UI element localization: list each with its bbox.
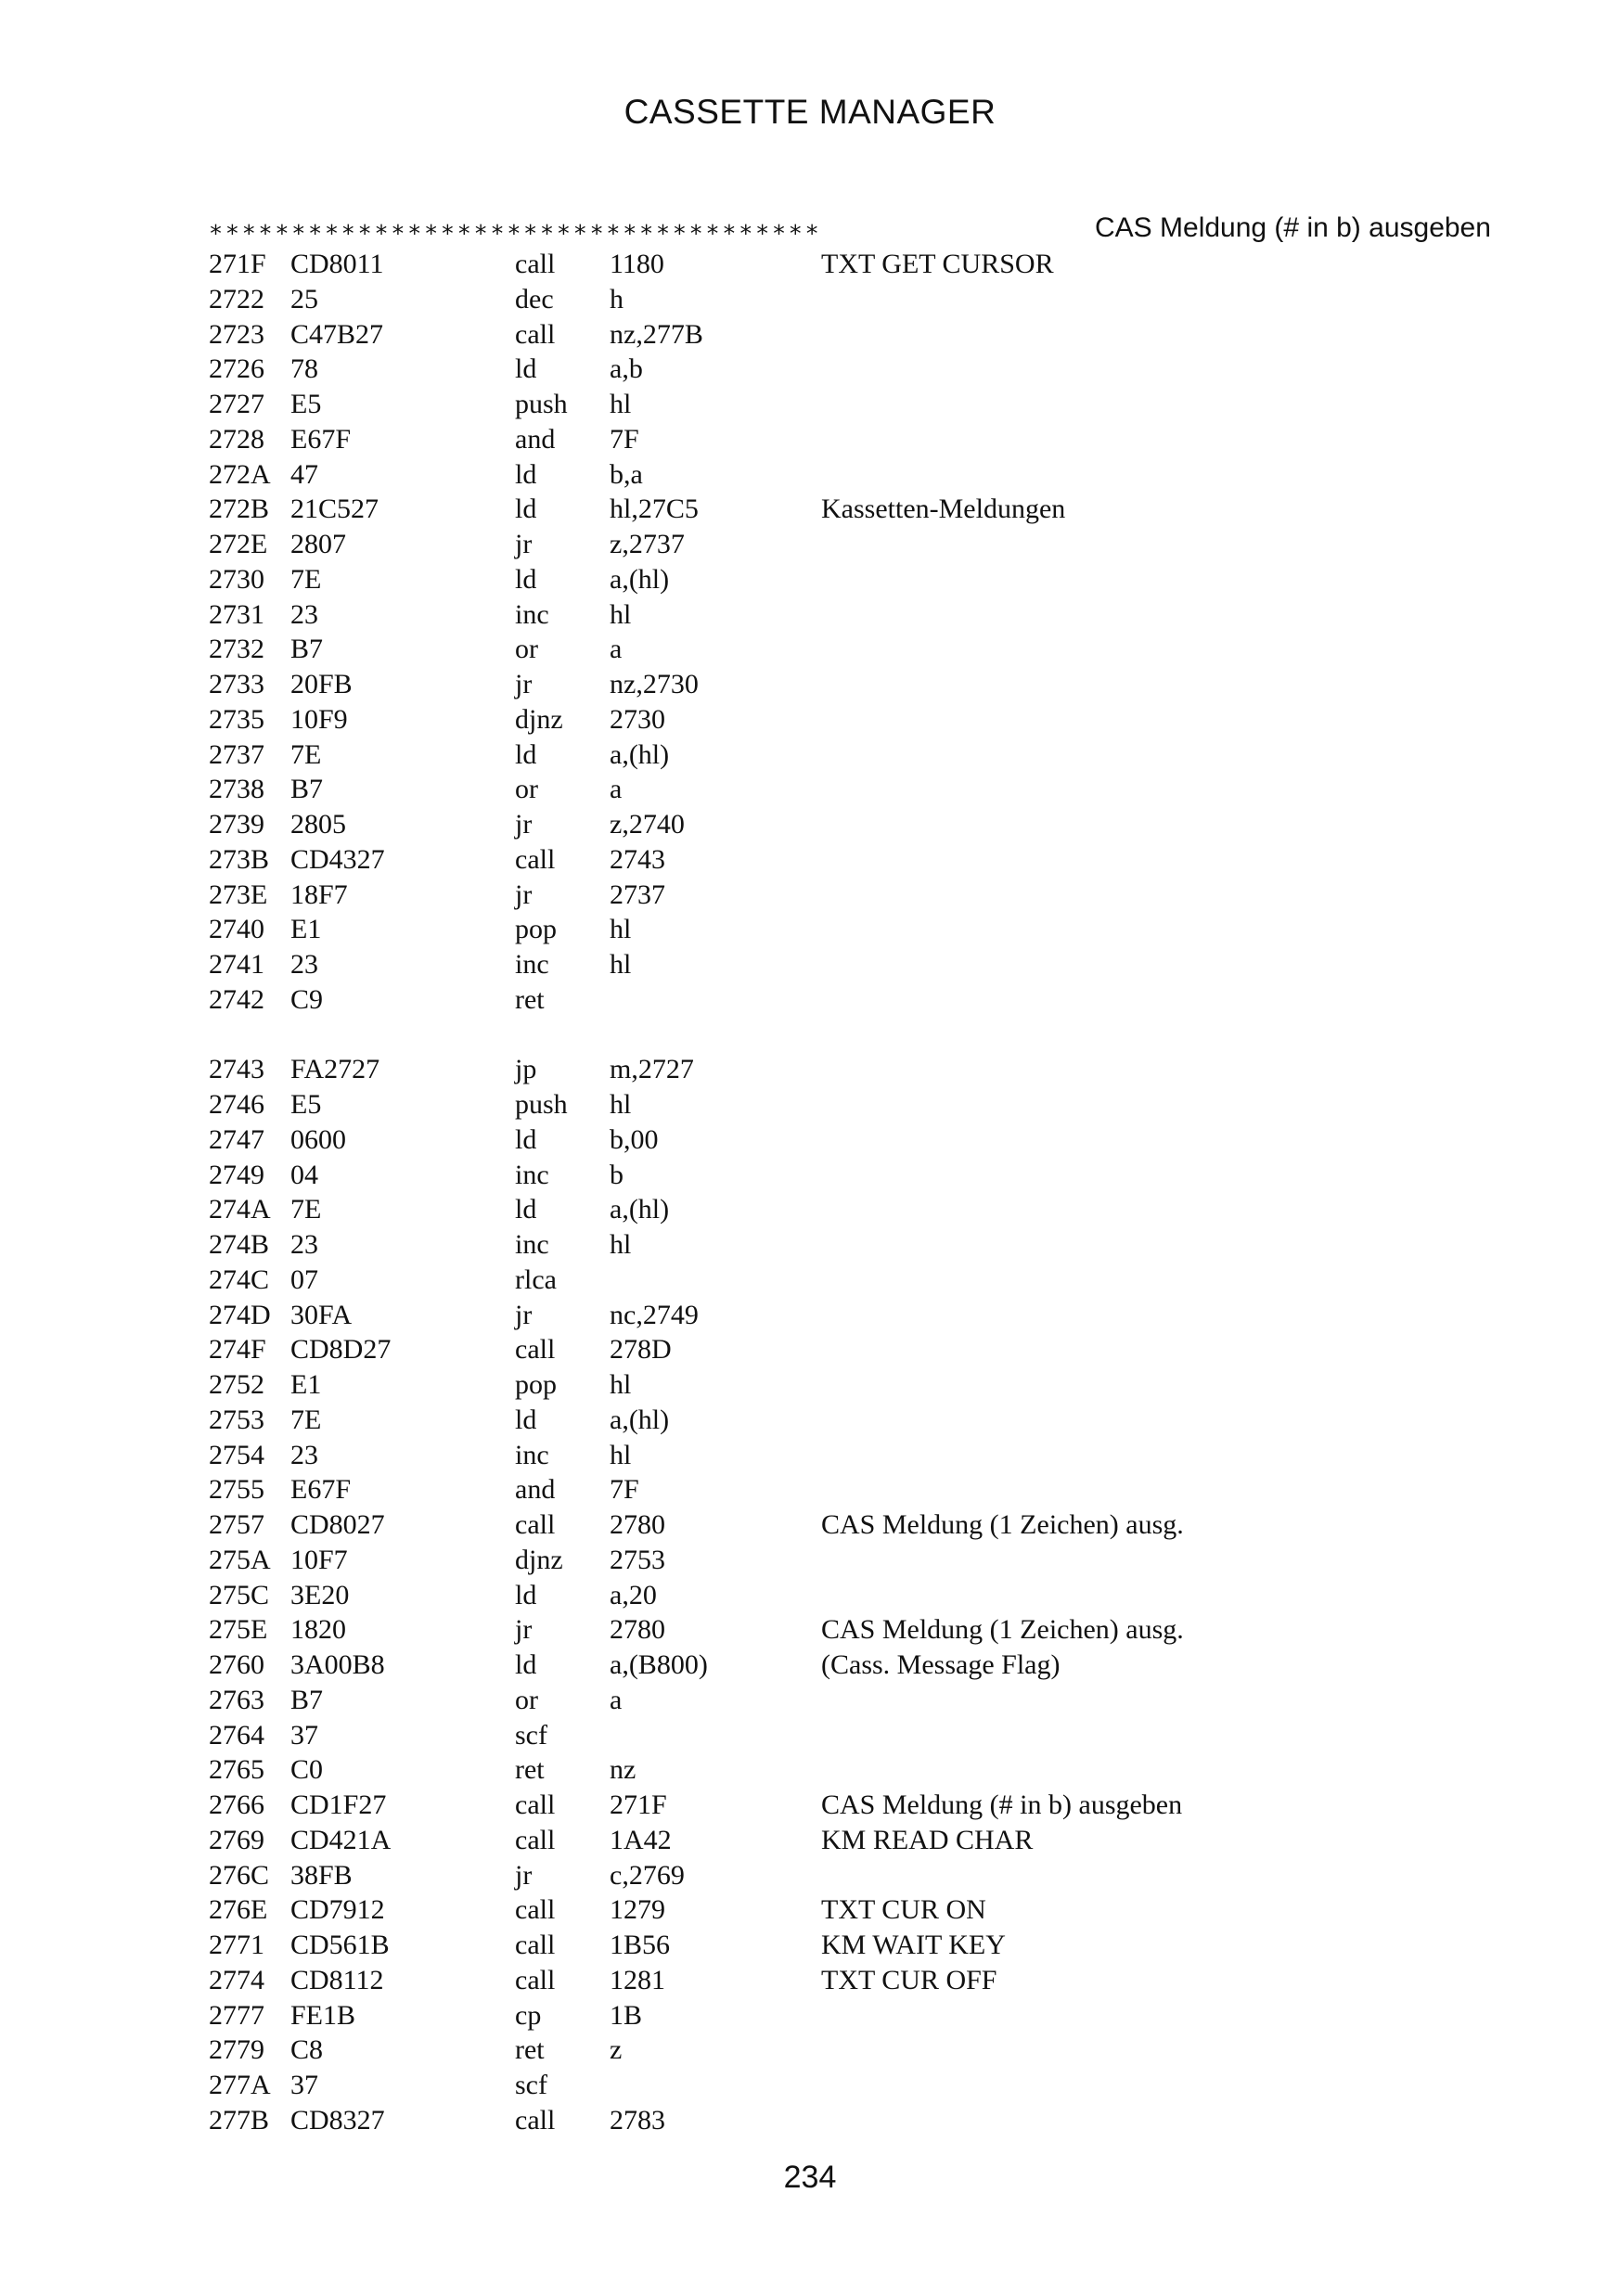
address-cell: 2769 <box>209 1824 264 1855</box>
operand-cell: 2743 <box>610 843 665 875</box>
operand-cell: a,(hl) <box>610 738 670 770</box>
mnemonic-cell: push <box>515 389 568 419</box>
mnemonic-cell: push <box>515 1089 568 1120</box>
address-cell: 2765 <box>209 1754 264 1786</box>
mnemonic-cell: call <box>515 1509 556 1540</box>
listing-row <box>209 667 1554 702</box>
operand-cell: hl <box>610 1439 632 1470</box>
operand-cell: a <box>610 1684 623 1715</box>
mnemonic-cell: ret <box>515 983 545 1015</box>
operand-cell: 1A42 <box>610 1824 672 1855</box>
address-cell: 2741 <box>209 949 264 980</box>
listing-row <box>209 1612 1554 1648</box>
address-cell: 274A <box>209 1194 271 1225</box>
listing-row <box>209 2033 1554 2068</box>
listing-row <box>209 1858 1554 1893</box>
opcode-bytes-cell: CD8112 <box>290 1964 384 1995</box>
operand-cell: nz,277B <box>610 318 703 350</box>
opcode-bytes-cell: 7E <box>290 738 322 770</box>
opcode-bytes-cell: 7E <box>290 1194 322 1225</box>
address-cell: 274D <box>209 1299 271 1330</box>
listing-row <box>209 1018 1554 1053</box>
address-cell: 275C <box>209 1579 270 1610</box>
operand-cell: h <box>610 283 624 314</box>
address-cell: 271F <box>209 249 266 279</box>
opcode-bytes-cell: C0 <box>290 1754 324 1786</box>
address-cell: 2771 <box>209 1930 264 1960</box>
address-cell: 272A <box>209 458 271 490</box>
opcode-bytes-cell: 18F7 <box>290 879 348 910</box>
mnemonic-cell: inc <box>515 1159 549 1190</box>
address-cell: 2753 <box>209 1404 264 1435</box>
mnemonic-cell: call <box>515 843 556 875</box>
mnemonic-cell: ld <box>515 1194 537 1225</box>
comment-cell: CAS Meldung (# in b) ausgeben <box>821 1789 1183 1820</box>
operand-cell: 2737 <box>610 879 665 910</box>
mnemonic-cell: cp <box>515 1999 542 2031</box>
listing-row <box>209 1543 1554 1578</box>
mnemonic-cell: inc <box>515 1229 549 1260</box>
operand-cell: z <box>610 2034 623 2066</box>
mnemonic-cell: ld <box>515 494 537 525</box>
mnemonic-cell: ld <box>515 1649 537 1680</box>
listing-row <box>209 1403 1554 1438</box>
address-cell: 2747 <box>209 1123 264 1155</box>
mnemonic-cell: inc <box>515 949 549 980</box>
opcode-bytes-cell: CD561B <box>290 1930 390 1960</box>
listing-row <box>209 878 1554 913</box>
mnemonic-cell: jr <box>515 1299 533 1330</box>
operand-cell: b,a <box>610 458 643 490</box>
listing-row <box>209 422 1554 457</box>
listing-row <box>209 1472 1554 1507</box>
mnemonic-cell: jp <box>515 1054 537 1085</box>
address-cell: 2743 <box>209 1054 264 1085</box>
listing-row <box>209 2068 1554 2103</box>
listing-row <box>209 247 1554 282</box>
opcode-bytes-cell: 04 <box>290 1159 318 1190</box>
opcode-bytes-cell: 10F7 <box>290 1544 348 1575</box>
operand-cell: 7F <box>610 423 639 455</box>
address-cell: 2764 <box>209 1719 264 1751</box>
opcode-bytes-cell: E1 <box>290 914 322 945</box>
opcode-bytes-cell: 20FB <box>290 669 353 699</box>
mnemonic-cell: ld <box>515 458 537 490</box>
mnemonic-cell: inc <box>515 598 549 630</box>
listing-row <box>209 702 1554 738</box>
operand-cell: 271F <box>610 1789 667 1820</box>
mnemonic-cell: ld <box>515 563 537 595</box>
mnemonic-cell: pop <box>515 914 557 945</box>
opcode-bytes-cell: C47B27 <box>290 318 384 350</box>
listing-row <box>209 492 1554 527</box>
mnemonic-cell: ld <box>515 1404 537 1435</box>
address-cell: 2754 <box>209 1439 264 1470</box>
address-cell: 2755 <box>209 1474 264 1506</box>
address-cell: 2727 <box>209 389 264 419</box>
opcode-bytes-cell: 7E <box>290 563 322 595</box>
opcode-bytes-cell: FE1B <box>290 1999 356 2031</box>
address-cell: 272B <box>209 494 270 525</box>
comment-cell: CAS Meldung (1 Zeichen) ausg. <box>821 1614 1184 1646</box>
listing-row <box>209 1298 1554 1333</box>
operand-cell: 1B56 <box>610 1930 671 1960</box>
address-cell: 2740 <box>209 914 264 945</box>
operand-cell: nc,2749 <box>610 1299 699 1330</box>
mnemonic-cell: call <box>515 1964 556 1995</box>
address-cell: 2731 <box>209 598 264 630</box>
opcode-bytes-cell: 30FA <box>290 1299 353 1330</box>
operand-cell: a <box>610 634 623 665</box>
operand-cell: nz <box>610 1754 636 1786</box>
operand-cell: 2730 <box>610 703 665 735</box>
mnemonic-cell: and <box>515 1474 556 1506</box>
listing-row <box>209 807 1554 842</box>
operand-cell: b,00 <box>610 1123 659 1155</box>
mnemonic-cell: ld <box>515 353 537 385</box>
opcode-bytes-cell: CD7912 <box>290 1894 385 1926</box>
address-cell: 2739 <box>209 809 264 840</box>
mnemonic-cell: and <box>515 423 556 455</box>
opcode-bytes-cell: 2807 <box>290 529 346 559</box>
mnemonic-cell: jr <box>515 669 533 699</box>
mnemonic-cell: scf <box>515 1719 547 1751</box>
opcode-bytes-cell: 23 <box>290 1439 318 1470</box>
mnemonic-cell: dec <box>515 283 554 314</box>
opcode-bytes-cell: CD8027 <box>290 1509 385 1540</box>
listing-row <box>209 352 1554 387</box>
opcode-bytes-cell: CD8D27 <box>290 1334 392 1366</box>
listing-row <box>209 1438 1554 1473</box>
opcode-bytes-cell: 7E <box>290 1404 322 1435</box>
address-cell: 2777 <box>209 1999 264 2031</box>
mnemonic-cell: jr <box>515 1614 533 1646</box>
mnemonic-cell: pop <box>515 1369 557 1400</box>
listing-row <box>209 1823 1554 1858</box>
listing-row <box>209 2103 1554 2138</box>
opcode-bytes-cell: 3E20 <box>290 1579 350 1610</box>
address-cell: 2732 <box>209 634 264 665</box>
listing-row <box>209 1263 1554 1298</box>
listing-row <box>209 1158 1554 1193</box>
address-cell: 2757 <box>209 1509 264 1540</box>
section-header-comment: CAS Meldung (# in b) ausgeben <box>1095 212 1491 243</box>
mnemonic-cell: call <box>515 1334 556 1366</box>
address-cell: 2774 <box>209 1964 264 1995</box>
comment-cell: Kassetten-Meldungen <box>821 494 1066 525</box>
address-cell: 272E <box>209 529 268 559</box>
asterisk-separator: ************************************* <box>209 220 822 247</box>
operand-cell: c,2769 <box>610 1859 685 1891</box>
mnemonic-cell: or <box>515 774 538 805</box>
listing-row <box>209 457 1554 493</box>
address-cell: 273B <box>209 843 270 875</box>
address-cell: 275A <box>209 1544 271 1575</box>
operand-cell: hl <box>610 389 632 419</box>
comment-cell: TXT CUR OFF <box>821 1964 997 1995</box>
operand-cell: z,2740 <box>610 809 685 840</box>
listing-row <box>209 1998 1554 2033</box>
address-cell: 2726 <box>209 353 264 385</box>
opcode-bytes-cell: 25 <box>290 283 318 314</box>
opcode-bytes-cell: 10F9 <box>290 703 348 735</box>
opcode-bytes-cell: 1820 <box>290 1614 346 1646</box>
mnemonic-cell: inc <box>515 1439 549 1470</box>
listing-row <box>209 387 1554 422</box>
opcode-bytes-cell: 47 <box>290 458 318 490</box>
operand-cell: 2780 <box>610 1614 665 1646</box>
listing-row <box>209 1648 1554 1683</box>
address-cell: 277A <box>209 2070 271 2100</box>
operand-cell: a,(hl) <box>610 1194 670 1225</box>
comment-cell: KM WAIT KEY <box>821 1930 1006 1960</box>
listing-row <box>209 1122 1554 1158</box>
listing-row <box>209 1507 1554 1543</box>
operand-cell: 2753 <box>610 1544 665 1575</box>
listing-row <box>209 1332 1554 1367</box>
opcode-bytes-cell: CD8327 <box>290 2104 385 2136</box>
address-cell: 273E <box>209 879 268 910</box>
listing-row <box>209 1367 1554 1403</box>
listing-row <box>209 632 1554 667</box>
mnemonic-cell: ld <box>515 1579 537 1610</box>
operand-cell: 2780 <box>610 1509 665 1540</box>
address-cell: 274F <box>209 1334 266 1366</box>
opcode-bytes-cell: CD1F27 <box>290 1789 387 1820</box>
opcode-bytes-cell: B7 <box>290 774 324 805</box>
address-cell: 2742 <box>209 983 264 1015</box>
section-header <box>209 212 1491 249</box>
listing-row <box>209 1788 1554 1823</box>
operand-cell: m,2727 <box>610 1054 694 1085</box>
opcode-bytes-cell: 37 <box>290 1719 318 1751</box>
mnemonic-cell: call <box>515 318 556 350</box>
opcode-bytes-cell: 78 <box>290 353 318 385</box>
comment-cell: CAS Meldung (1 Zeichen) ausg. <box>821 1509 1184 1540</box>
opcode-bytes-cell: FA2727 <box>290 1054 380 1085</box>
assembly-listing <box>209 247 1554 2138</box>
address-cell: 274B <box>209 1229 270 1260</box>
comment-cell: TXT CUR ON <box>821 1894 986 1926</box>
listing-row <box>209 1928 1554 1963</box>
operand-cell: a,20 <box>610 1579 657 1610</box>
operand-cell: hl <box>610 1369 632 1400</box>
address-cell: 2749 <box>209 1159 264 1190</box>
listing-row <box>209 1227 1554 1263</box>
listing-row <box>209 597 1554 633</box>
operand-cell: 1281 <box>610 1964 665 1995</box>
operand-cell: a,(hl) <box>610 1404 670 1435</box>
mnemonic-cell: jr <box>515 879 533 910</box>
mnemonic-cell: call <box>515 1894 556 1926</box>
mnemonic-cell: ld <box>515 1123 537 1155</box>
mnemonic-cell: rlca <box>515 1263 557 1295</box>
address-cell: 274C <box>209 1263 270 1295</box>
address-cell: 2766 <box>209 1789 264 1820</box>
address-cell: 2746 <box>209 1089 264 1120</box>
mnemonic-cell: djnz <box>515 1544 563 1575</box>
opcode-bytes-cell: E1 <box>290 1369 322 1400</box>
address-cell: 277B <box>209 2104 270 2136</box>
opcode-bytes-cell: 21C527 <box>290 494 379 525</box>
operand-cell: hl <box>610 949 632 980</box>
mnemonic-cell: ld <box>515 738 537 770</box>
listing-row <box>209 738 1554 773</box>
operand-cell: a <box>610 774 623 805</box>
operand-cell: a,(B800) <box>610 1649 708 1680</box>
opcode-bytes-cell: 3A00B8 <box>290 1649 385 1680</box>
operand-cell: nz,2730 <box>610 669 699 699</box>
mnemonic-cell: jr <box>515 809 533 840</box>
mnemonic-cell: call <box>515 1824 556 1855</box>
listing-row <box>209 1752 1554 1788</box>
opcode-bytes-cell: 23 <box>290 1229 318 1260</box>
address-cell: 276E <box>209 1894 268 1926</box>
address-cell: 2733 <box>209 669 264 699</box>
address-cell: 2728 <box>209 423 264 455</box>
opcode-bytes-cell: CD8011 <box>290 249 384 279</box>
mnemonic-cell: scf <box>515 2070 547 2100</box>
address-cell: 2779 <box>209 2034 264 2066</box>
operand-cell: 1279 <box>610 1894 665 1926</box>
listing-row <box>209 527 1554 562</box>
listing-row <box>209 282 1554 317</box>
operand-cell: a,b <box>610 353 643 385</box>
operand-cell: 1B <box>610 1999 643 2031</box>
opcode-bytes-cell: E5 <box>290 389 322 419</box>
listing-row <box>209 1578 1554 1613</box>
listing-row <box>209 1892 1554 1928</box>
listing-row <box>209 842 1554 878</box>
operand-cell: hl <box>610 1089 632 1120</box>
opcode-bytes-cell: B7 <box>290 1684 324 1715</box>
operand-cell: hl,27C5 <box>610 494 699 525</box>
opcode-bytes-cell: 23 <box>290 598 318 630</box>
address-cell: 2737 <box>209 738 264 770</box>
opcode-bytes-cell: C9 <box>290 983 324 1015</box>
mnemonic-cell: call <box>515 1930 556 1960</box>
opcode-bytes-cell: CD421A <box>290 1824 392 1855</box>
operand-cell: z,2737 <box>610 529 685 559</box>
address-cell: 2730 <box>209 563 264 595</box>
operand-cell: 1180 <box>610 249 664 279</box>
opcode-bytes-cell: C8 <box>290 2034 324 2066</box>
mnemonic-cell: ret <box>515 1754 545 1786</box>
address-cell: 2760 <box>209 1649 264 1680</box>
page-number: 234 <box>783 2160 837 2195</box>
mnemonic-cell: or <box>515 1684 538 1715</box>
address-cell: 2738 <box>209 774 264 805</box>
page-title: CASSETTE MANAGER <box>624 93 996 131</box>
mnemonic-cell: call <box>515 2104 556 2136</box>
listing-row <box>209 1963 1554 1998</box>
opcode-bytes-cell: 0600 <box>290 1123 346 1155</box>
operand-cell: 7F <box>610 1474 639 1506</box>
listing-row <box>209 947 1554 982</box>
opcode-bytes-cell: E67F <box>290 1474 352 1506</box>
opcode-bytes-cell: 38FB <box>290 1859 353 1891</box>
mnemonic-cell: jr <box>515 529 533 559</box>
mnemonic-cell: call <box>515 249 556 279</box>
address-cell: 275E <box>209 1614 268 1646</box>
opcode-bytes-cell: E67F <box>290 423 352 455</box>
address-cell: 2735 <box>209 703 264 735</box>
mnemonic-cell: jr <box>515 1859 533 1891</box>
listing-row <box>209 562 1554 597</box>
address-cell: 2752 <box>209 1369 264 1400</box>
address-cell: 2723 <box>209 318 264 350</box>
comment-cell: KM READ CHAR <box>821 1824 1034 1855</box>
listing-row <box>209 1683 1554 1718</box>
listing-row <box>209 1192 1554 1227</box>
opcode-bytes-cell: CD4327 <box>290 843 385 875</box>
mnemonic-cell: ret <box>515 2034 545 2066</box>
opcode-bytes-cell: 37 <box>290 2070 318 2100</box>
comment-cell: TXT GET CURSOR <box>821 249 1054 279</box>
listing-row <box>209 1087 1554 1122</box>
listing-row <box>209 1052 1554 1087</box>
operand-cell: b <box>610 1159 624 1190</box>
listing-row <box>209 912 1554 947</box>
address-cell: 276C <box>209 1859 270 1891</box>
opcode-bytes-cell: 23 <box>290 949 318 980</box>
listing-row <box>209 772 1554 807</box>
mnemonic-cell: djnz <box>515 703 563 735</box>
opcode-bytes-cell: 07 <box>290 1263 318 1295</box>
comment-cell: (Cass. Message Flag) <box>821 1649 1061 1680</box>
operand-cell: hl <box>610 598 632 630</box>
opcode-bytes-cell: E5 <box>290 1089 322 1120</box>
mnemonic-cell: call <box>515 1789 556 1820</box>
operand-cell: hl <box>610 1229 632 1260</box>
address-cell: 2722 <box>209 283 264 314</box>
listing-row <box>209 317 1554 353</box>
operand-cell: 278D <box>610 1334 672 1366</box>
address-cell: 2763 <box>209 1684 264 1715</box>
opcode-bytes-cell: 2805 <box>290 809 346 840</box>
mnemonic-cell: or <box>515 634 538 665</box>
operand-cell: hl <box>610 914 632 945</box>
operand-cell: a,(hl) <box>610 563 670 595</box>
listing-row <box>209 1718 1554 1753</box>
listing-row <box>209 982 1554 1018</box>
opcode-bytes-cell: B7 <box>290 634 324 665</box>
operand-cell: 2783 <box>610 2104 665 2136</box>
